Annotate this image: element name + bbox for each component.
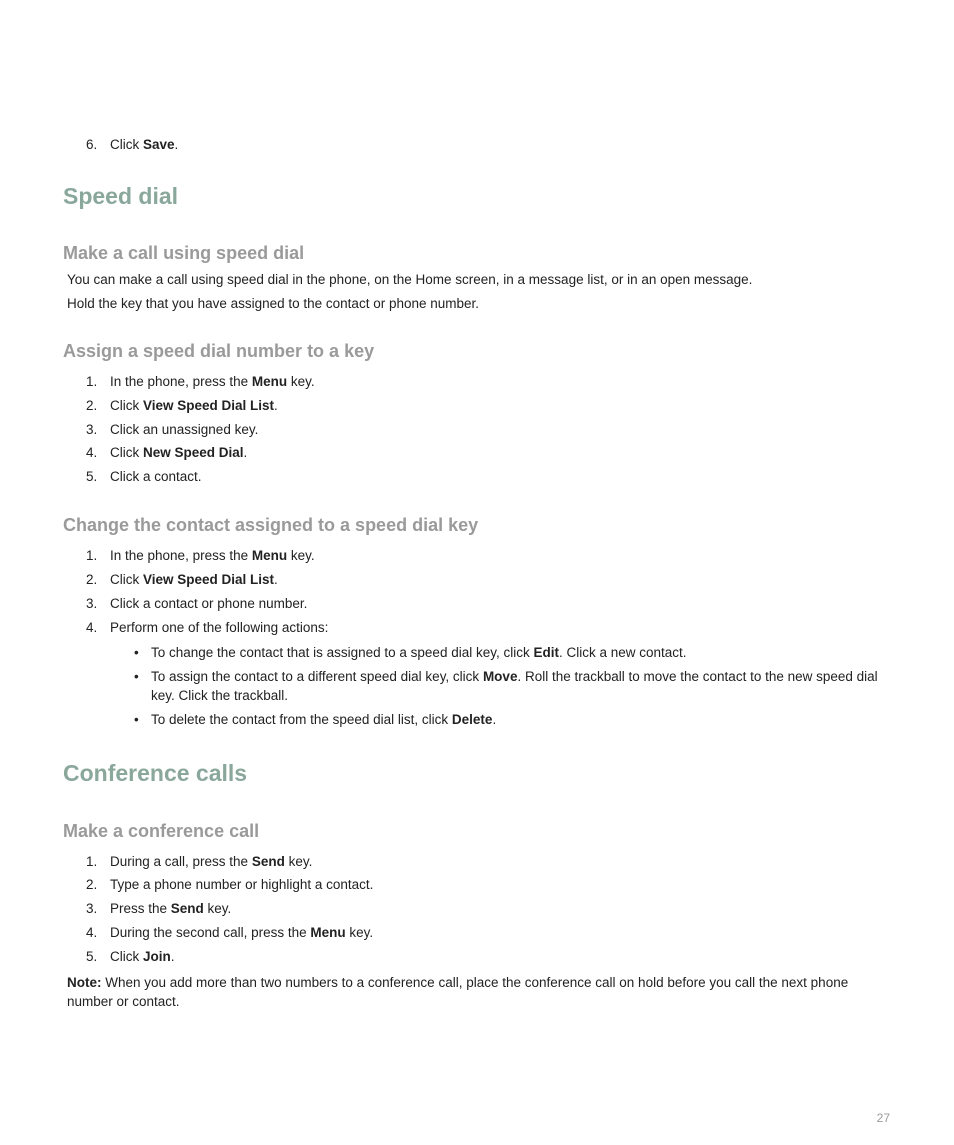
step-text: Click a contact or phone number. (110, 596, 308, 611)
step-bold: Join (143, 949, 171, 964)
step-number: 6. (86, 137, 98, 152)
assign-step (86, 445, 247, 460)
step-bold: New Speed Dial (143, 445, 244, 460)
assign-speed-dial-heading: Assign a speed dial number to a key (63, 341, 375, 361)
bullet-text-end: . Click a new contact. (558, 645, 687, 660)
make-call-para-2: Hold the key that you have assigned to the contact or phone number. (67, 296, 480, 311)
step-text-end: . (170, 949, 175, 964)
conference-step (86, 949, 175, 964)
conference-step (86, 901, 231, 916)
step-text: Click (110, 572, 143, 587)
step-number: 2. (86, 877, 98, 892)
step-text: Perform one of the following actions: (110, 620, 329, 635)
step-text: In the phone, press the (110, 548, 252, 563)
step-text-end: . (274, 572, 278, 587)
change-step (86, 596, 307, 611)
step-number: 3. (86, 901, 98, 916)
step-text: In the phone, press the (110, 374, 252, 389)
step-text: Click (110, 445, 143, 460)
bullet-item (134, 710, 894, 729)
step-bold: Menu (251, 548, 288, 563)
step-number: 5. (86, 949, 98, 964)
conference-note (67, 973, 893, 1011)
step-text-end: key. (287, 374, 315, 389)
step-number: 3. (86, 422, 98, 437)
step-bold: View Speed Dial List (143, 572, 275, 587)
page-number: 27 (876, 1111, 890, 1125)
bullet-bold: Move (482, 669, 518, 684)
step-bold: Send (251, 854, 285, 869)
bullet-text (151, 710, 894, 729)
step-text: During the second call, press the (110, 925, 311, 940)
assign-step (86, 374, 315, 389)
bullet-item (134, 643, 894, 662)
bullet-text-start: To delete the contact from the speed dial list, click (151, 712, 452, 727)
assign-step (86, 398, 278, 413)
step-text: Press the (110, 901, 171, 916)
step-text: Click a contact. (110, 469, 202, 484)
step-text: Click (110, 137, 143, 152)
step-bold: Menu (251, 374, 288, 389)
step-text-end: . (174, 137, 179, 152)
make-conference-call-heading: Make a conference call (63, 821, 260, 841)
bullet-icon: • (134, 645, 139, 660)
bullet-item (134, 667, 894, 705)
step-text-end: . (243, 445, 248, 460)
step-number: 3. (86, 596, 98, 611)
make-call-para-1: You can make a call using speed dial in the phone, on the Home screen, in a message list, or in an open message. (67, 272, 753, 287)
step-text: Click (110, 949, 143, 964)
step-bold: Save (143, 137, 175, 152)
step-number: 1. (86, 374, 98, 389)
note-label: Note: (67, 975, 102, 990)
change-step (86, 620, 328, 635)
bullet-text-start: To change the contact that is assigned to a speed dial key, click (151, 645, 534, 660)
change-step (86, 548, 315, 563)
step-number: 2. (86, 572, 98, 587)
bullet-text (151, 667, 894, 705)
assign-step (86, 422, 258, 437)
step-text-end: key. (203, 901, 232, 916)
note-text: When you add more than two numbers to a conference call, place the conference call on hold before you call the next phone number or contact. (67, 975, 849, 1009)
bullet-icon: • (134, 712, 139, 727)
conference-step (86, 854, 312, 869)
step-text-end: key. (287, 548, 315, 563)
change-step (86, 572, 278, 587)
bullet-text-start: To assign the contact to a different speed dial key, click (151, 669, 483, 684)
step-6-save (86, 137, 178, 152)
make-call-speed-dial-heading: Make a call using speed dial (63, 243, 305, 263)
step-text-end: . (274, 398, 278, 413)
speed-dial-heading: Speed dial (63, 183, 179, 209)
step-number: 5. (86, 469, 98, 484)
change-contact-heading: Change the contact assigned to a speed dial key (63, 515, 479, 535)
bullet-text-end: . Roll the trackball to move the contact to the new speed dial key. Click the trackball. (151, 669, 878, 703)
step-text: Click an unassigned key. (110, 422, 259, 437)
bullet-text (151, 643, 894, 662)
conference-step (86, 925, 373, 940)
bullet-bold: Delete (451, 712, 493, 727)
bullet-text-end: . (492, 712, 497, 727)
step-bold: Send (170, 901, 204, 916)
step-text-end: key. (345, 925, 374, 940)
step-number: 1. (86, 548, 98, 563)
step-number: 4. (86, 445, 98, 460)
step-number: 1. (86, 854, 98, 869)
assign-step (86, 469, 202, 484)
step-text: Click (110, 398, 143, 413)
step-bold: Menu (310, 925, 346, 940)
bullet-icon: • (134, 669, 139, 684)
step-text: During a call, press the (110, 854, 252, 869)
conference-step (86, 877, 373, 892)
step-number: 4. (86, 925, 98, 940)
step-number: 2. (86, 398, 98, 413)
bullet-bold: Edit (533, 645, 559, 660)
step-number: 4. (86, 620, 98, 635)
step-bold: View Speed Dial List (143, 398, 275, 413)
step-text: Type a phone number or highlight a contact. (110, 877, 374, 892)
step-text-end: key. (284, 854, 313, 869)
conference-calls-heading: Conference calls (63, 760, 248, 786)
